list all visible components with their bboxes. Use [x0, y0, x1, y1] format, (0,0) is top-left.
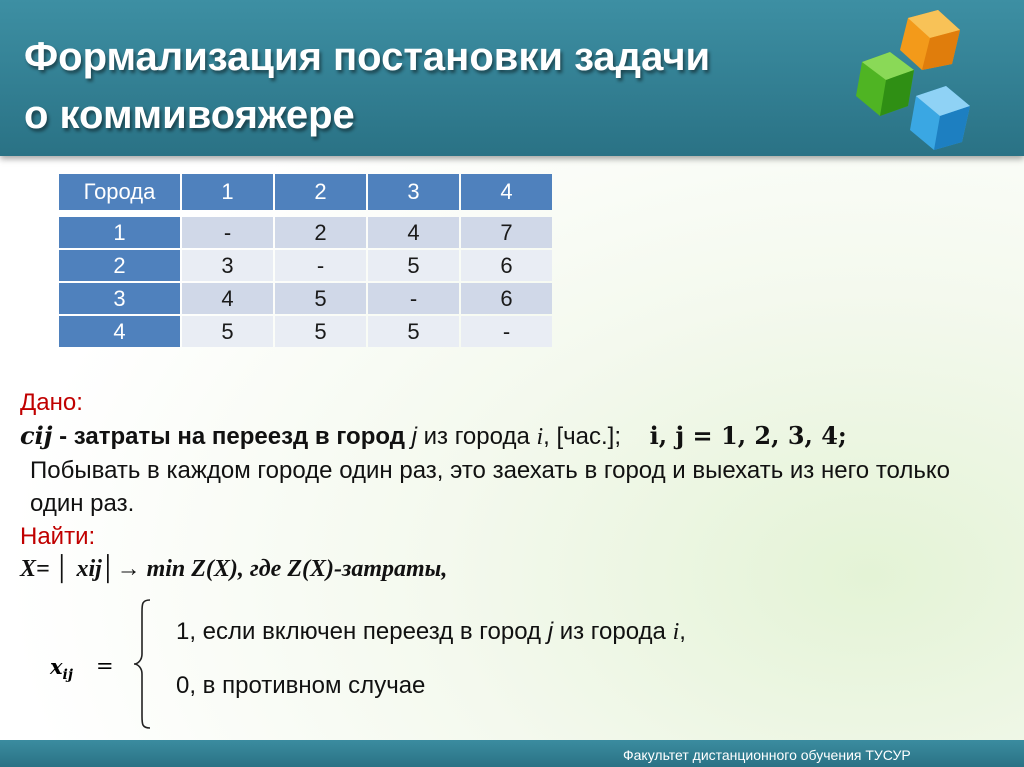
table-cell: 4 — [182, 283, 273, 314]
table-cell: 5 — [368, 250, 459, 281]
case-two: 0, в противном случае — [176, 672, 426, 699]
cost-matrix-table — [57, 172, 554, 349]
cij-symbol: cij — [20, 421, 53, 450]
xij-definition — [50, 610, 810, 730]
cubes-logo-icon — [842, 6, 982, 156]
j-symbol: j — [411, 423, 417, 450]
case1-text-c: , — [679, 618, 686, 645]
table-cell: 5 — [368, 316, 459, 347]
table-cell: 6 — [461, 250, 552, 281]
index-range: i, j = 1, 2, 3, 4; — [649, 421, 847, 450]
case1-text-b: из города — [553, 618, 673, 645]
case-one — [176, 618, 686, 646]
cost-text-c: , [час.]; — [543, 423, 621, 450]
title-line-1: Формализация постановки задачи — [24, 35, 711, 79]
table-cell: - — [275, 250, 366, 281]
slide-title — [24, 28, 814, 144]
case1-text-a: 1, если включен переезд в город — [176, 618, 548, 645]
table-cell: 6 — [461, 283, 552, 314]
table-row — [59, 316, 552, 347]
table-header-cell: 3 — [368, 174, 459, 210]
left-brace-icon — [132, 598, 154, 730]
i-symbol: i — [536, 424, 544, 450]
title-line-2: о коммивояжере — [24, 93, 355, 137]
table-cell: 5 — [182, 316, 273, 347]
given-label: Дано: — [20, 389, 83, 416]
table-cell: 4 — [368, 217, 459, 248]
objective-formula: X= │ xij│→ min Z(X), где Z(X)-затраты, — [20, 556, 448, 582]
row-header-cell: 4 — [59, 316, 180, 347]
visit-rule: Побывать в каждом городе один раз, это заехать в город и выехать из него только один раз. — [30, 457, 950, 517]
table-cell: - — [182, 217, 273, 248]
table-header-cell: 1 — [182, 174, 273, 210]
equals-sign: = — [96, 654, 114, 678]
table-row — [59, 283, 552, 314]
table-header-cell: Города — [59, 174, 180, 210]
row-header-cell: 2 — [59, 250, 180, 281]
problem-statement — [20, 386, 1010, 586]
row-header-cell: 3 — [59, 283, 180, 314]
table-header-cell: 4 — [461, 174, 552, 210]
table-cell: 2 — [275, 217, 366, 248]
table-cell: 5 — [275, 283, 366, 314]
table-cell: 3 — [182, 250, 273, 281]
cost-text-b: из города — [416, 423, 537, 450]
table-header-cell: 2 — [275, 174, 366, 210]
find-label: Найти: — [20, 523, 96, 550]
table-row — [59, 250, 552, 281]
table-row — [59, 217, 552, 248]
case1-j: j — [547, 618, 554, 645]
xij-symbol: $x_{ij}$ — [50, 654, 73, 684]
row-header-cell: 1 — [59, 217, 180, 248]
table-cell: - — [461, 316, 552, 347]
cost-definition — [20, 419, 1010, 454]
table-cell: 5 — [275, 316, 366, 347]
footer-text: Факультет дистанционного обучения ТУСУР — [623, 747, 911, 763]
cost-text-a: - затраты на переезд в город — [52, 423, 412, 450]
table-header-row — [59, 174, 552, 210]
table-cell: - — [368, 283, 459, 314]
case1-i: i — [672, 619, 680, 645]
table-cell: 7 — [461, 217, 552, 248]
